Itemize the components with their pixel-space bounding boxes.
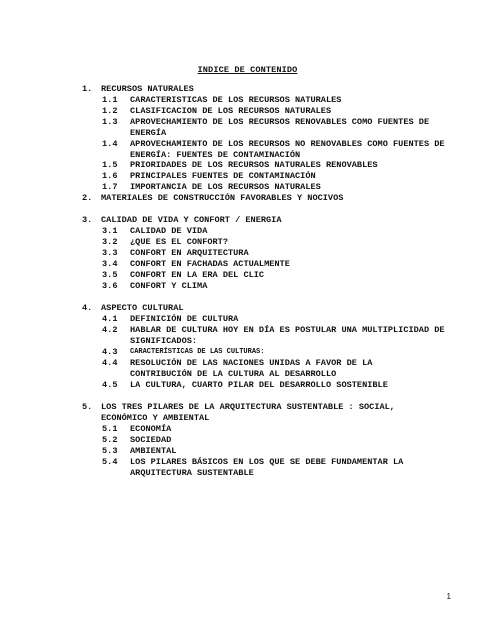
item-number: 3.1 bbox=[102, 226, 118, 236]
item-title: CONFORT EN LA ERA DEL CLIC bbox=[130, 270, 265, 280]
page-title: INDICE DE CONTENIDO bbox=[197, 65, 298, 75]
item-number: 1.6 bbox=[102, 171, 118, 181]
item-number: 3.5 bbox=[102, 270, 118, 280]
item-number: 1.7 bbox=[102, 182, 118, 192]
section-title: MATERIALES DE CONSTRUCCIÓN FAVORABLES Y NOCIVOS bbox=[101, 193, 344, 203]
item-number: 4.5 bbox=[102, 380, 118, 390]
item-number: 1.4 bbox=[102, 139, 118, 149]
item-number: 4.2 bbox=[102, 325, 118, 335]
item-title: PRIORIDADES DE LOS RECURSOS NATURALES RENOVABLES bbox=[130, 160, 378, 170]
item-number: 4.1 bbox=[102, 314, 118, 324]
page-number: 1 bbox=[446, 592, 451, 601]
section-number: 4. bbox=[82, 303, 93, 313]
item-title: HABLAR DE CULTURA HOY EN DÍA ES POSTULAR UNA MULTIPLICIDAD DE SIGNIFICADOS: bbox=[130, 325, 445, 346]
item-title: LA CULTURA, CUARTO PILAR DEL DESARROLLO SOSTENIBLE bbox=[130, 380, 388, 390]
item-title: IMPORTANCIA DE LOS RECURSOS NATURALES bbox=[130, 182, 321, 192]
section-title: ASPECTO CULTURAL bbox=[101, 303, 184, 313]
item-title: RESOLUCIÓN DE LAS NACIONES UNIDAS A FAVOR DE LA CONTRIBUCIÓN DE LA CULTURA AL DESARROLLO bbox=[130, 358, 373, 379]
item-title: ¿QUE ES EL CONFORT? bbox=[130, 237, 228, 247]
item-title: LOS PILARES BÁSICOS EN LOS QUE SE DEBE FUNDAMENTAR LA ARQUITECTURA SUSTENTABLE bbox=[130, 457, 404, 478]
section-title: LOS TRES PILARES DE LA ARQUITECTURA SUSTENTABLE : SOCIAL, ECONÓMICO Y AMBIENTAL bbox=[101, 402, 395, 423]
item-number: 4.3 bbox=[102, 347, 118, 357]
section-number: 3. bbox=[82, 215, 93, 225]
section-number: 5. bbox=[82, 402, 93, 412]
item-number: 3.4 bbox=[102, 259, 118, 269]
item-title: CARACTERÍSTICAS DE LAS CULTURAS: bbox=[130, 348, 265, 356]
item-title: AMBIENTAL bbox=[130, 446, 177, 456]
item-number: 3.3 bbox=[102, 248, 118, 258]
item-number: 1.2 bbox=[102, 106, 118, 116]
section-number: 1. bbox=[82, 84, 93, 94]
item-number: 3.2 bbox=[102, 237, 118, 247]
item-title: DEFINICIÓN DE CULTURA bbox=[130, 314, 239, 324]
item-number: 1.1 bbox=[102, 95, 118, 105]
item-number: 1.5 bbox=[102, 160, 118, 170]
item-title: APROVECHAMIENTO DE LOS RECURSOS RENOVABLES COMO FUENTES DE ENERGÍA bbox=[130, 117, 430, 138]
item-title: CONFORT EN ARQUITECTURA bbox=[130, 248, 249, 258]
item-title: SOCIEDAD bbox=[130, 435, 172, 445]
item-title: CONFORT EN FACHADAS ACTUALMENTE bbox=[130, 259, 290, 269]
item-title: CALIDAD DE VIDA bbox=[130, 226, 208, 236]
item-number: 3.6 bbox=[102, 281, 118, 291]
section-title: RECURSOS NATURALES bbox=[101, 84, 194, 94]
item-number: 4.4 bbox=[102, 358, 118, 368]
item-title: PRINCIPALES FUENTES DE CONTAMINACIÓN bbox=[130, 171, 316, 181]
item-number: 5.3 bbox=[102, 446, 118, 456]
section-number: 2. bbox=[82, 193, 93, 203]
item-number: 5.2 bbox=[102, 435, 118, 445]
item-title: ECONOMÍA bbox=[130, 424, 172, 434]
item-title: CLASIFICACION DE LOS RECURSOS NATURALES bbox=[130, 106, 332, 116]
section-title: CALIDAD DE VIDA Y CONFORT / ENERGIA bbox=[101, 215, 282, 225]
item-number: 1.3 bbox=[102, 117, 118, 127]
item-title: CARACTERISTICAS DE LOS RECURSOS NATURALES bbox=[130, 95, 342, 105]
item-title: CONFORT Y CLIMA bbox=[130, 281, 208, 291]
item-number: 5.4 bbox=[102, 457, 118, 467]
item-number: 5.1 bbox=[102, 424, 118, 434]
item-title: APROVECHAMIENTO DE LOS RECURSOS NO RENOVABLES COMO FUENTES DE ENERGÍA: FUENTES DE CONTAMINACIÓN bbox=[130, 139, 445, 160]
